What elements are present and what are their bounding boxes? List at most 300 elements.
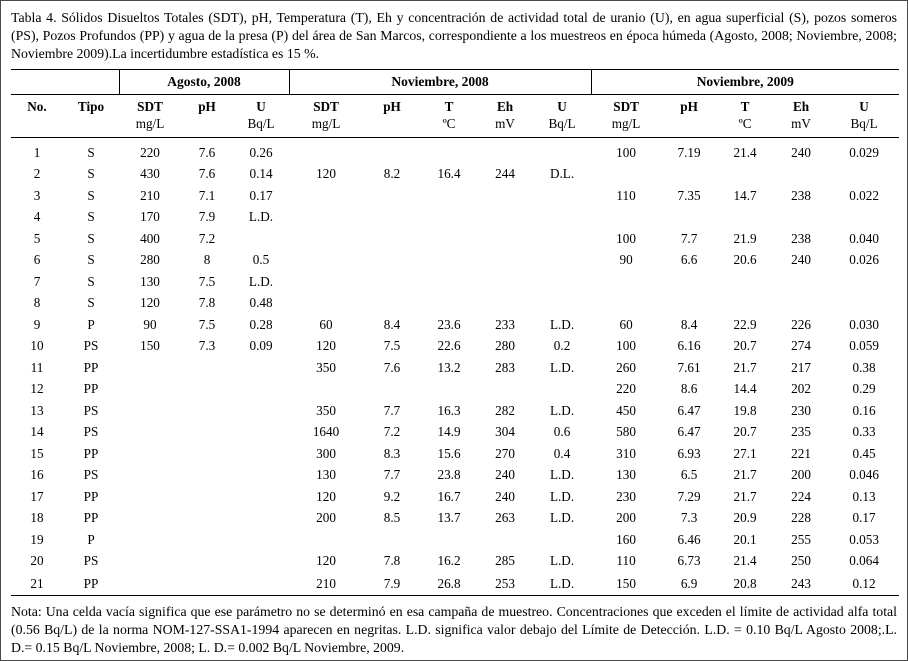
table-cell <box>421 271 477 293</box>
table-cell: 6.9 <box>661 572 717 596</box>
table-cell: PS <box>83 338 99 354</box>
table-cell: 300 <box>316 445 336 461</box>
column-header: T <box>444 98 454 114</box>
table-cell <box>233 443 289 465</box>
table-cell <box>421 137 477 163</box>
table-cell <box>119 486 181 508</box>
table-cell <box>829 206 899 228</box>
table-cell <box>363 185 421 207</box>
table-cell: P <box>87 531 95 547</box>
table-cell: 210 <box>289 572 363 596</box>
table-cell <box>119 529 181 551</box>
table-cell <box>181 421 233 443</box>
table-cell <box>421 378 477 400</box>
table-cell: 11 <box>30 359 44 375</box>
table-cell: 21.7 <box>733 467 757 483</box>
table-row <box>11 335 899 357</box>
table-cell <box>181 486 233 508</box>
table-cell <box>533 206 591 228</box>
table-cell: 2 <box>33 166 41 182</box>
table-cell <box>233 228 289 250</box>
column-header: pH <box>680 98 698 114</box>
table-cell: 7.7 <box>680 230 698 246</box>
table-cell: 16.7 <box>437 488 461 504</box>
column-unit: mg/L <box>289 116 363 137</box>
table-cell: 5 <box>33 230 41 246</box>
table-row <box>11 443 899 465</box>
table-cell <box>477 228 533 250</box>
table-cell: 9 <box>33 316 41 332</box>
table-cell: 350 <box>316 359 336 375</box>
table-cell: 270 <box>495 445 515 461</box>
table-cell: 160 <box>616 531 636 547</box>
table-cell <box>363 292 421 314</box>
table-cell <box>233 378 289 400</box>
table-cell <box>181 464 233 486</box>
table-cell: 217 <box>791 359 811 375</box>
table-cell: 235 <box>791 424 811 440</box>
table-cell: 20 <box>30 553 44 569</box>
table-cell: 7.35 <box>677 187 701 203</box>
column-unit: ºC <box>717 116 773 137</box>
table-cell: 120 <box>316 553 336 569</box>
column-header: Tipo <box>63 94 119 137</box>
table-cell: L.D. <box>549 467 575 483</box>
table-cell: PP <box>83 381 99 397</box>
table-cell: 430 <box>140 166 160 182</box>
table-cell: 16.3 <box>437 402 461 418</box>
table-cell <box>773 271 829 293</box>
column-header: pH <box>198 98 216 114</box>
table-cell: 8 <box>33 295 41 311</box>
table-cell <box>119 443 181 465</box>
table-cell: 14.9 <box>437 424 461 440</box>
period-group-row <box>11 69 899 94</box>
table-cell: 230 <box>791 402 811 418</box>
table-cell: 202 <box>791 381 811 397</box>
table-cell: S <box>87 187 95 203</box>
table-cell: 0.5 <box>252 252 270 268</box>
table-cell: 200 <box>791 467 811 483</box>
table-cell <box>661 163 717 185</box>
table-cell: 0.29 <box>852 381 876 397</box>
table-cell <box>773 292 829 314</box>
table-cell: 6.93 <box>677 445 701 461</box>
table-row <box>11 507 899 529</box>
column-header: T <box>740 98 750 114</box>
table-cell: 6.5 <box>680 467 698 483</box>
table-cell: 110 <box>616 553 636 569</box>
table-cell: 14.4 <box>733 381 757 397</box>
column-unit <box>363 116 421 137</box>
table-row <box>11 137 899 163</box>
column-header: SDT <box>137 98 163 114</box>
column-unit: ºC <box>421 116 477 137</box>
table-cell: 21.7 <box>733 488 757 504</box>
table-cell: 0.33 <box>852 424 876 440</box>
table-cell <box>421 292 477 314</box>
table-row <box>11 249 899 271</box>
table-cell: 6.16 <box>677 338 701 354</box>
table-cell <box>233 421 289 443</box>
table-cell: 15 <box>30 445 44 461</box>
table-cell: 20.8 <box>717 572 773 596</box>
table-cell: 0.17 <box>852 510 876 526</box>
table-cell <box>289 271 363 293</box>
table-cell: 280 <box>495 338 515 354</box>
table-cell <box>289 206 363 228</box>
table-cell: 14.7 <box>733 187 757 203</box>
table-cell: 130 <box>616 467 636 483</box>
table-cell: 7.8 <box>383 553 401 569</box>
table-cell: 21.4 <box>733 145 757 161</box>
table-cell: 6 <box>33 252 41 268</box>
table-cell: 0.26 <box>249 145 273 161</box>
table-cell <box>119 572 181 596</box>
column-header: No. <box>11 94 63 137</box>
table-cell: 8.2 <box>383 166 401 182</box>
column-unit: mg/L <box>591 116 661 137</box>
table-row <box>11 464 899 486</box>
table-cell: 90 <box>619 252 633 268</box>
table-cell: 16.2 <box>437 553 461 569</box>
table-cell: 23.6 <box>437 316 461 332</box>
table-cell: 60 <box>319 316 333 332</box>
table-cell: PS <box>83 402 99 418</box>
table-cell: 210 <box>140 187 160 203</box>
table-cell: 0.040 <box>849 230 879 246</box>
column-unit: Bq/L <box>829 116 899 137</box>
table-cell <box>717 292 773 314</box>
table-cell: 10 <box>30 338 44 354</box>
table-cell: 0.16 <box>852 402 876 418</box>
table-cell: PP <box>83 445 99 461</box>
table-cell <box>533 137 591 163</box>
table-cell: 243 <box>773 572 829 596</box>
table-cell <box>289 529 363 551</box>
column-header: U <box>557 98 567 114</box>
table-cell: 3 <box>33 187 41 203</box>
period-group-header: Noviembre, 2008 <box>289 69 591 94</box>
table-cell: PS <box>83 553 99 569</box>
table-cell: L.D. <box>549 553 575 569</box>
table-cell: 13 <box>30 402 44 418</box>
table-cell: 130 <box>316 467 336 483</box>
table-cell <box>289 137 363 163</box>
table-cell <box>233 529 289 551</box>
column-unit <box>181 116 233 137</box>
table-cell <box>119 378 181 400</box>
table-cell: D.L. <box>549 166 575 182</box>
column-header: U <box>256 98 266 114</box>
table-cell: 8.4 <box>383 316 401 332</box>
column-unit: mV <box>477 116 533 137</box>
column-unit <box>661 116 717 137</box>
table-cell: 20.7 <box>733 424 757 440</box>
table-cell <box>119 357 181 379</box>
table-cell: 8.6 <box>680 381 698 397</box>
table-cell: 0.14 <box>249 166 273 182</box>
table-cell: 6.47 <box>677 424 701 440</box>
table-cell: 8.3 <box>383 445 401 461</box>
table-cell <box>119 400 181 422</box>
table-cell: 0.046 <box>849 467 879 483</box>
table-cell <box>363 137 421 163</box>
table-cell: 263 <box>495 510 515 526</box>
table-cell: 7.5 <box>383 338 401 354</box>
table-cell: PP <box>83 359 99 375</box>
data-table <box>11 69 899 597</box>
table-cell: 8 <box>203 252 211 268</box>
column-unit: mg/L <box>119 116 181 137</box>
table-cell <box>477 206 533 228</box>
table-cell: P <box>87 316 95 332</box>
table-cell: L.D. <box>248 209 274 225</box>
table-cell <box>181 378 233 400</box>
table-cell: 21.4 <box>733 553 757 569</box>
table-cell <box>363 228 421 250</box>
table-cell: 0.48 <box>249 295 273 311</box>
table-row <box>11 400 899 422</box>
table-cell: L.D. <box>549 488 575 504</box>
table-cell: S <box>87 230 95 246</box>
table-cell: 0.4 <box>553 445 571 461</box>
table-cell: 7.7 <box>383 402 401 418</box>
table-cell: 240 <box>495 467 515 483</box>
table-row <box>11 572 899 596</box>
table-cell: 7.2 <box>198 230 216 246</box>
table-cell: 220 <box>616 381 636 397</box>
table-cell: 8.5 <box>383 510 401 526</box>
table-cell: 7.61 <box>677 359 701 375</box>
table-cell <box>181 529 233 551</box>
table-cell <box>119 507 181 529</box>
table-cell <box>421 185 477 207</box>
table-cell: 120 <box>316 338 336 354</box>
table-row <box>11 529 899 551</box>
table-cell: S <box>87 295 95 311</box>
table-cell: 60 <box>619 316 633 332</box>
table-row <box>11 378 899 400</box>
table-cell: 0.064 <box>849 553 879 569</box>
table-cell: 100 <box>616 230 636 246</box>
column-unit: Bq/L <box>233 116 289 137</box>
column-header: pH <box>383 98 401 114</box>
table-cell: 19 <box>30 531 44 547</box>
table-cell: 238 <box>791 187 811 203</box>
column-unit-row <box>11 116 899 137</box>
table-cell: 255 <box>791 531 811 547</box>
table-cell: 200 <box>316 510 336 526</box>
table-cell <box>773 206 829 228</box>
table-cell <box>591 206 661 228</box>
table-cell: 224 <box>791 488 811 504</box>
table-cell: 240 <box>791 145 811 161</box>
table-cell <box>829 292 899 314</box>
table-cell: 6.6 <box>680 252 698 268</box>
table-cell: 13.2 <box>437 359 461 375</box>
table-cell: 7.19 <box>677 145 701 161</box>
table-caption: Tabla 4. Sólidos Disueltos Totales (SDT), pH, Temperatura (T), Eh y concentración de actividad total de uranio (U), en agua superficial (S), pozos someros (PS), Pozos Profundos (PP) y agua de la presa (P) del área de San Marcos, correspondiente a los muestreos en época húmeda (Agosto, 2008; Noviembre, 2008; Noviembre 2009).La incertidumbre estadística es 15 %. <box>11 10 897 61</box>
table-cell: 282 <box>495 402 515 418</box>
table-cell: PP <box>83 510 99 526</box>
table-cell: 20.6 <box>733 252 757 268</box>
table-cell: 6.46 <box>677 531 701 547</box>
table-cell: 0.053 <box>849 531 879 547</box>
table-cell: 228 <box>791 510 811 526</box>
table-cell: 23.8 <box>437 467 461 483</box>
table-cell: 16.4 <box>437 166 461 182</box>
table-cell: 18 <box>30 510 44 526</box>
table-cell: 580 <box>616 424 636 440</box>
table-cell <box>477 185 533 207</box>
column-header: SDT <box>313 98 339 114</box>
table-cell <box>363 271 421 293</box>
table-cell <box>119 550 181 572</box>
table-cell: 310 <box>616 445 636 461</box>
table-cell <box>233 400 289 422</box>
table-cell <box>233 550 289 572</box>
table-cell: 253 <box>477 572 533 596</box>
table-cell: 0.13 <box>852 488 876 504</box>
table-cell: 7.8 <box>198 295 216 311</box>
table-cell: 221 <box>791 445 811 461</box>
period-group-header: Agosto, 2008 <box>119 69 289 94</box>
table-cell <box>233 507 289 529</box>
table-cell: 7.5 <box>198 316 216 332</box>
table-cell: 0.28 <box>249 316 273 332</box>
table-cell: S <box>87 273 95 289</box>
corner-cell <box>11 69 119 94</box>
table-cell: 22.9 <box>733 316 757 332</box>
table-cell: 7.3 <box>198 338 216 354</box>
table-cell: 9.2 <box>383 488 401 504</box>
table-cell: PP <box>83 488 99 504</box>
table-row <box>11 206 899 228</box>
table-cell: 7.1 <box>198 187 216 203</box>
table-cell <box>119 464 181 486</box>
table-cell: 220 <box>140 145 160 161</box>
table-row <box>11 185 899 207</box>
table-cell: PS <box>83 467 99 483</box>
table-cell: 1640 <box>312 424 340 440</box>
table-row <box>11 421 899 443</box>
table-note: Nota: Una celda vacía significa que ese parámetro no se determinó en esa campaña de muestreo. Concentraciones que exceden el límite de actividad alfa total (0.56 Bq/L) de la norma NOM-127-SSA1-1994 aparecen en negritas. L.D. significa valor debajo del Límite de Detección. L.D. = 0.10 Bq/L Agosto 2008;.L. D.= 0.15 Bq/L Noviembre, 2008; L. D.= 0.002 Bq/L Noviembre, 2009. <box>11 604 897 656</box>
table-cell <box>533 271 591 293</box>
table-cell: 21.9 <box>733 230 757 246</box>
table-cell <box>591 292 661 314</box>
table-cell: L.D. <box>248 273 274 289</box>
table-cell: S <box>87 252 95 268</box>
table-cell: 6.47 <box>677 402 701 418</box>
table-cell: 100 <box>616 145 636 161</box>
table-cell: 285 <box>495 553 515 569</box>
table-cell: 233 <box>495 316 515 332</box>
table-cell <box>289 378 363 400</box>
table-cell <box>533 529 591 551</box>
table-cell <box>477 137 533 163</box>
table-cell: 120 <box>140 295 160 311</box>
table-cell: 130 <box>140 273 160 289</box>
period-group-header: Noviembre, 2009 <box>591 69 899 94</box>
table-cell <box>289 292 363 314</box>
table-cell: 120 <box>316 166 336 182</box>
table-cell: 21.7 <box>733 359 757 375</box>
table-cell <box>233 357 289 379</box>
table-row <box>11 292 899 314</box>
table-cell <box>289 249 363 271</box>
table-cell <box>591 271 661 293</box>
table-cell: 7 <box>33 273 41 289</box>
table-cell: L.D. <box>549 402 575 418</box>
table-cell <box>363 378 421 400</box>
table-cell: 22.6 <box>437 338 461 354</box>
column-header: Eh <box>792 98 810 114</box>
table-cell <box>477 249 533 271</box>
table-cell: 17 <box>30 488 44 504</box>
table-cell: 400 <box>140 230 160 246</box>
column-header: Eh <box>496 98 514 114</box>
table-cell <box>363 529 421 551</box>
table-cell: 7.5 <box>198 273 216 289</box>
table-cell: 304 <box>495 424 515 440</box>
table-cell: 280 <box>140 252 160 268</box>
table-cell: 0.2 <box>553 338 571 354</box>
table-cell: 12 <box>30 381 44 397</box>
table-cell: 7.9 <box>198 209 216 225</box>
table-cell: 0.09 <box>249 338 273 354</box>
table-cell <box>181 443 233 465</box>
table-cell: 90 <box>143 316 157 332</box>
table-row <box>11 550 899 572</box>
table-cell: L.D. <box>533 572 591 596</box>
table-cell <box>533 378 591 400</box>
table-cell <box>181 357 233 379</box>
table-cell <box>661 292 717 314</box>
table-cell: 16 <box>30 467 44 483</box>
table-cell: L.D. <box>549 316 575 332</box>
table-cell: 170 <box>140 209 160 225</box>
table-cell: 240 <box>791 252 811 268</box>
table-cell: PP <box>63 572 119 596</box>
table-cell <box>533 185 591 207</box>
table-cell <box>477 378 533 400</box>
table-header <box>11 69 899 137</box>
table-cell: 13.7 <box>437 510 461 526</box>
table-cell <box>533 292 591 314</box>
table-cell: 200 <box>616 510 636 526</box>
table-cell: 0.029 <box>849 145 879 161</box>
table-cell: 20.7 <box>733 338 757 354</box>
table-cell <box>233 486 289 508</box>
table-row <box>11 271 899 293</box>
table-cell <box>289 228 363 250</box>
table-cell: 250 <box>791 553 811 569</box>
table-cell <box>829 163 899 185</box>
column-header: SDT <box>613 98 639 114</box>
table-cell <box>477 292 533 314</box>
table-cell: 350 <box>316 402 336 418</box>
table-cell: 6.73 <box>677 553 701 569</box>
table-cell <box>717 271 773 293</box>
table-cell: 0.022 <box>849 187 879 203</box>
table-cell: 0.45 <box>852 445 876 461</box>
table-cell: 15.6 <box>437 445 461 461</box>
table-cell: PS <box>83 424 99 440</box>
table-cell <box>233 464 289 486</box>
table-cell: 7.7 <box>383 467 401 483</box>
table-cell: 238 <box>791 230 811 246</box>
